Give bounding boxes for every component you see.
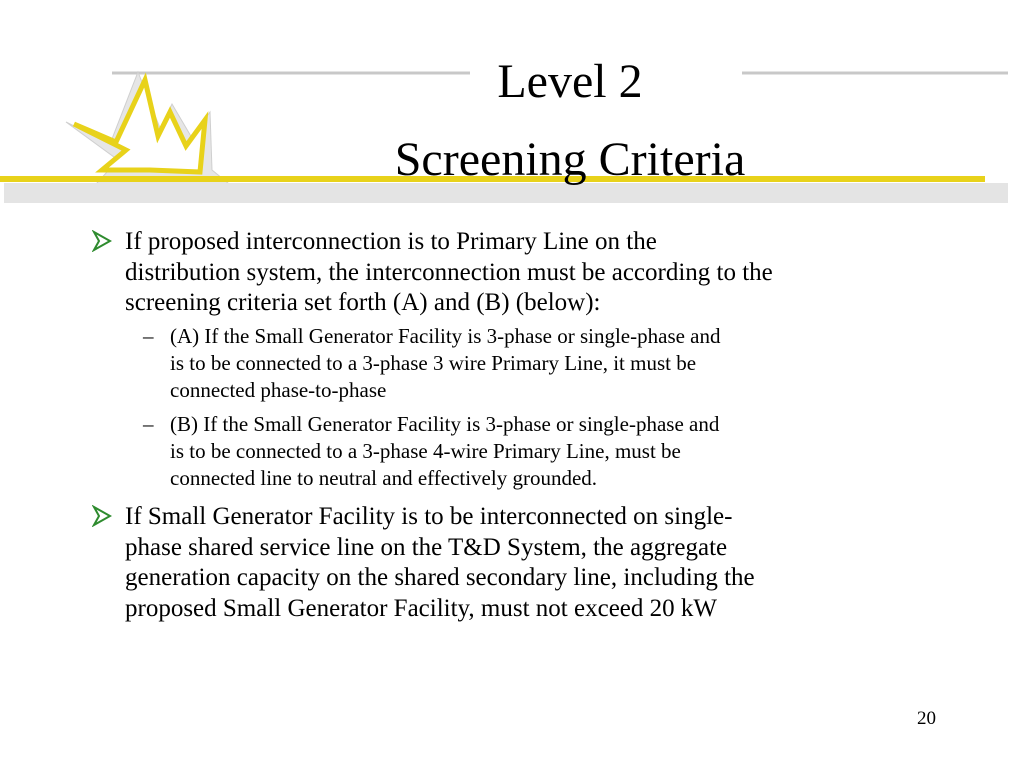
bullet-line: distribution system, the interconnection must be according to the xyxy=(125,258,773,286)
bullet-line: proposed Small Generator Facility, must not exceed 20 kW xyxy=(125,594,717,622)
arrow-bullet-icon xyxy=(92,505,112,527)
title-line-1: Level 2 xyxy=(497,55,643,108)
bullet-line: If proposed interconnection is to Primary Line on the xyxy=(125,228,657,255)
sub-bullet-line: connected phase-to-phase xyxy=(170,378,387,402)
sub-bullet-line: (B) If the Small Generator Facility is 3-phase or single-phase and xyxy=(170,412,720,436)
bullet-item xyxy=(125,502,965,624)
title-line-2: Screening Criteria xyxy=(394,133,746,186)
bullet-item xyxy=(125,227,965,319)
sub-bullet-line: connected line to neutral and effectively grounded. xyxy=(170,466,598,490)
accent-bar-shadow xyxy=(4,183,1008,203)
sub-bullet-line: (A) If the Small Generator Facility is 3-phase or single-phase and xyxy=(170,324,721,348)
sub-bullet-item xyxy=(143,411,940,492)
arrow-bullet-icon xyxy=(92,230,112,252)
sub-bullet-line: is to be connected to a 3-phase 3 wire Primary Line, it must be xyxy=(170,351,697,375)
bullet-line: If Small Generator Facility is to be interconnected on single- xyxy=(125,503,733,530)
dash-marker: – xyxy=(143,324,154,348)
dash-marker: – xyxy=(143,412,154,436)
bullet-line: phase shared service line on the T&D System, the aggregate xyxy=(125,533,728,561)
bullet-line: generation capacity on the shared secondary line, including the xyxy=(125,564,755,591)
page-number: 20 xyxy=(917,708,936,729)
sub-bullet-item xyxy=(143,323,940,404)
sub-bullet-line: is to be connected to a 3-phase 4-wire Primary Line, must be xyxy=(170,439,681,463)
bullet-line: screening criteria set forth (A) and (B) (below): xyxy=(125,289,601,316)
